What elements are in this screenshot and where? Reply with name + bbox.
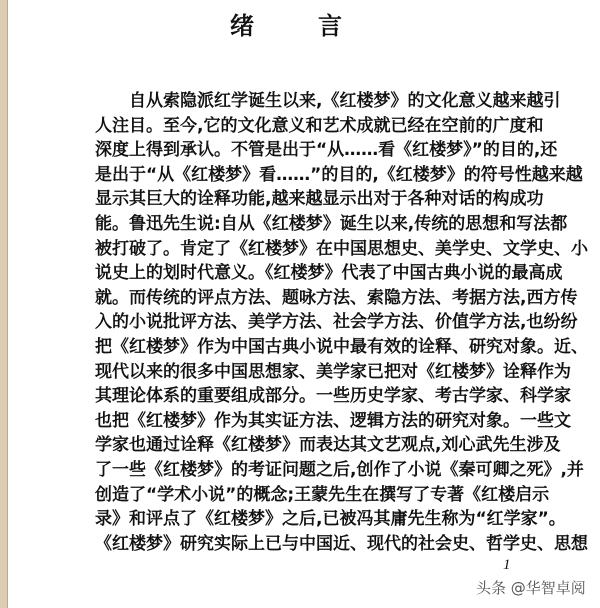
scan-edge [0, 0, 8, 608]
text-line: 《红楼梦》研究实际上已与中国近、现代的社会史、哲学史、思想 [95, 533, 588, 554]
title-char-2: 言 [318, 12, 342, 40]
text-line: 了一些《红楼梦》的考证问题之后,创作了小说《秦可卿之死》,并 [95, 459, 584, 480]
text-line: 也把《红楼梦》作为其实证方法、逻辑方法的研究对象。一些文 [95, 410, 571, 431]
text-line: 录》和评点了《红楼梦》之后,已被冯其庸先生称为“红学家”。 [95, 509, 566, 530]
text-line: 就。而传统的评点方法、题咏方法、索隐方法、考据方法,西方传 [95, 287, 578, 308]
text-line: 被打破了。肯定了《红楼梦》在中国思想史、美学史、文学史、小 [95, 238, 588, 259]
chapter-title [0, 6, 600, 40]
text-line: 显示其巨大的诠释功能,越来越显示出对于各种对话的构成功 [95, 189, 544, 210]
text-line: 创造了“学术小说”的概念;王蒙先生在撰写了专著《红楼启示 [95, 484, 550, 505]
page-number: 1 [503, 557, 511, 573]
title-char-1: 绪 [230, 12, 254, 40]
text-line: 现代以来的很多中国思想家、美学家已把对《红楼梦》诠释作为 [95, 361, 571, 382]
body-text [95, 89, 588, 556]
text-line: 是出于“从《红楼梦》看……”的目的,《红楼梦》的符号性越来越 [95, 164, 583, 185]
text-line: 能。鲁迅先生说:自从《红楼梦》诞生以来,传统的思想和写法都 [95, 213, 568, 234]
text-line: 说史上的划时代意义。《红楼梦》代表了中国古典小说的最高成 [95, 263, 563, 284]
text-line: 深度上得到承认。不管是出于“从……看《红楼梦》”的目的,还 [95, 140, 558, 161]
text-line: 把《红楼梦》作为中国古典小说中最有效的诠释、研究对象。近、 [95, 336, 588, 357]
text-line: 入的小说批评方法、美学方法、社会学方法、价值学方法,也纷纷 [95, 312, 578, 333]
text-line: 人注目。至今,它的文化意义和艺术成就已经在空前的广度和 [95, 115, 544, 136]
text-line: 自从索隐派红学诞生以来,《红楼梦》的文化意义越来越引 [129, 91, 561, 111]
text-line: 其理论体系的重要组成部分。一些历史学家、考古学家、科学家 [95, 386, 571, 407]
text-line: 学家也通过诠释《红楼梦》而表达其文艺观点,刘心武先生涉及 [95, 435, 561, 456]
watermark: 头条 @华智卓阅 [476, 579, 586, 597]
